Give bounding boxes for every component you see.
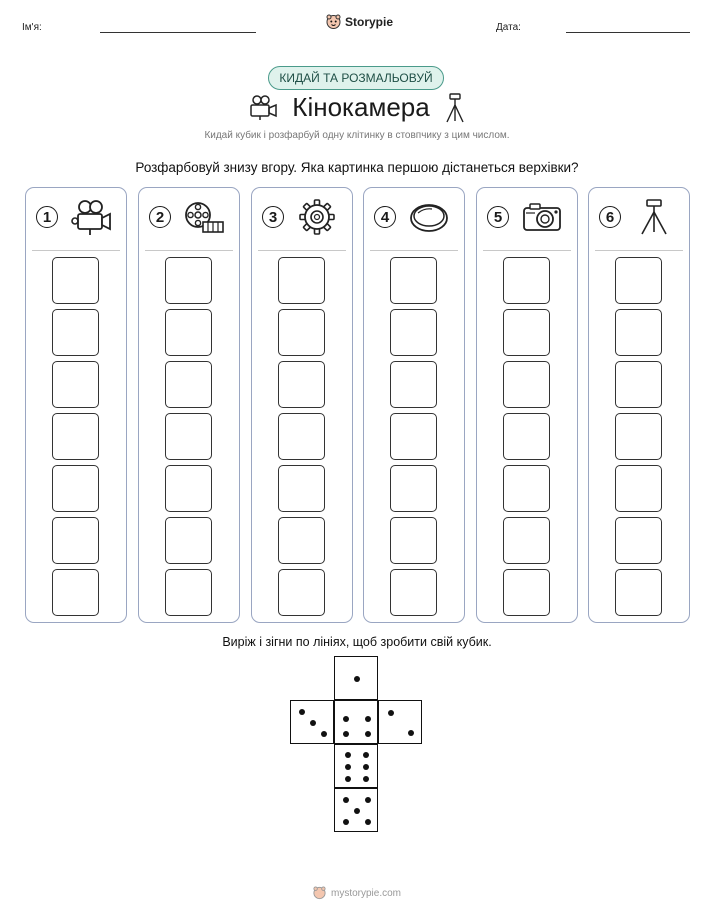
column-header xyxy=(26,202,126,236)
die-pip xyxy=(343,716,349,722)
movie-camera-icon xyxy=(70,198,112,236)
column-5 xyxy=(476,187,578,623)
color-cell[interactable] xyxy=(165,257,212,304)
color-cell[interactable] xyxy=(390,517,437,564)
footer xyxy=(0,886,714,900)
column-3 xyxy=(251,187,353,623)
date-line[interactable] xyxy=(566,32,690,33)
die-pip xyxy=(310,720,316,726)
color-cell[interactable] xyxy=(165,413,212,460)
column-number: 1 xyxy=(36,206,58,228)
color-cell[interactable] xyxy=(52,361,99,408)
die-pip xyxy=(354,676,360,682)
die-pip xyxy=(343,731,349,737)
color-cell[interactable] xyxy=(390,465,437,512)
color-cell[interactable] xyxy=(52,569,99,616)
column-2 xyxy=(138,187,240,623)
color-cell[interactable] xyxy=(503,465,550,512)
lens-cap-icon xyxy=(408,198,450,236)
die-pip xyxy=(365,731,371,737)
photo-camera-icon xyxy=(521,198,563,236)
color-cell[interactable] xyxy=(390,413,437,460)
color-cell[interactable] xyxy=(615,309,662,356)
column-header xyxy=(252,202,352,236)
die-pip xyxy=(365,797,371,803)
column-divider xyxy=(483,250,571,251)
page-title: Кінокамера xyxy=(292,92,430,122)
color-cell[interactable] xyxy=(615,361,662,408)
color-cell[interactable] xyxy=(52,309,99,356)
column-divider xyxy=(145,250,233,251)
die-pip xyxy=(365,819,371,825)
color-cell[interactable] xyxy=(278,517,325,564)
color-cell[interactable] xyxy=(390,309,437,356)
color-cell[interactable] xyxy=(278,465,325,512)
storypie-mascot-icon xyxy=(313,886,326,900)
color-cell[interactable] xyxy=(503,569,550,616)
column-divider xyxy=(258,250,346,251)
color-cell[interactable] xyxy=(165,361,212,408)
color-cell[interactable] xyxy=(503,257,550,304)
color-cell[interactable] xyxy=(615,413,662,460)
color-cell[interactable] xyxy=(52,413,99,460)
color-cell[interactable] xyxy=(165,517,212,564)
color-cell[interactable] xyxy=(390,569,437,616)
column-header xyxy=(139,202,239,236)
column-number: 6 xyxy=(599,206,621,228)
die-pip xyxy=(363,752,369,758)
activity-badge: КИДАЙ ТА РОЗМАЛЬОВУЙ xyxy=(268,66,444,90)
date-label: Дата: xyxy=(496,22,521,33)
die-pip xyxy=(299,709,305,715)
color-cell[interactable] xyxy=(165,309,212,356)
color-cell[interactable] xyxy=(390,257,437,304)
column-divider xyxy=(370,250,458,251)
color-cell[interactable] xyxy=(52,465,99,512)
color-cell[interactable] xyxy=(503,517,550,564)
storypie-mascot-icon xyxy=(326,14,341,30)
die-face-6 xyxy=(334,744,378,788)
color-cell[interactable] xyxy=(615,465,662,512)
column-6 xyxy=(588,187,690,623)
color-cell[interactable] xyxy=(52,517,99,564)
color-cell[interactable] xyxy=(503,413,550,460)
color-cell[interactable] xyxy=(503,361,550,408)
color-cell[interactable] xyxy=(278,257,325,304)
instruction: Розфарбовуй знизу вгору. Яка картинка першою дістанеться верхівки? xyxy=(135,160,579,175)
die-pip xyxy=(345,764,351,770)
die-face-5 xyxy=(334,788,378,832)
title-row xyxy=(0,92,714,123)
column-header xyxy=(364,202,464,236)
color-cell[interactable] xyxy=(615,257,662,304)
column-1 xyxy=(25,187,127,623)
column-number: 3 xyxy=(262,206,284,228)
color-cell[interactable] xyxy=(278,361,325,408)
tripod-icon xyxy=(633,198,675,236)
color-cell[interactable] xyxy=(278,569,325,616)
color-cell[interactable] xyxy=(390,361,437,408)
die-face-1 xyxy=(334,656,378,700)
column-divider xyxy=(595,250,683,251)
gear-icon xyxy=(296,198,338,236)
brand-logo xyxy=(326,14,393,30)
die-pip xyxy=(388,710,394,716)
movie-camera-icon xyxy=(248,95,278,121)
color-cell[interactable] xyxy=(52,257,99,304)
color-cell[interactable] xyxy=(278,413,325,460)
column-header xyxy=(477,202,577,236)
tripod-icon xyxy=(444,93,466,123)
column-header xyxy=(589,202,689,236)
film-reel-icon xyxy=(183,198,225,236)
color-cell[interactable] xyxy=(503,309,550,356)
color-cell[interactable] xyxy=(165,465,212,512)
die-pip xyxy=(363,764,369,770)
column-number: 4 xyxy=(374,206,396,228)
subtitle: Кидай кубик і розфарбуй одну клітинку в стовпчику з цим числом. xyxy=(204,130,510,141)
brand-name: Storypie xyxy=(345,15,394,29)
die-face-3 xyxy=(290,700,334,744)
name-label: Ім'я: xyxy=(22,22,42,33)
color-cell[interactable] xyxy=(615,517,662,564)
footer-url[interactable]: mystorypie.com xyxy=(330,887,401,899)
cut-instruction: Виріж і зігни по лініях, щоб зробити свій кубик. xyxy=(222,635,492,649)
die-pip xyxy=(321,731,327,737)
die-face-4 xyxy=(334,700,378,744)
die-pip xyxy=(363,776,369,782)
die-pip xyxy=(345,752,351,758)
die-face-2 xyxy=(378,700,422,744)
die-pip xyxy=(343,797,349,803)
die-pip xyxy=(365,716,371,722)
die-pip xyxy=(354,808,360,814)
color-cell[interactable] xyxy=(615,569,662,616)
die-pip xyxy=(345,776,351,782)
column-4 xyxy=(363,187,465,623)
column-number: 2 xyxy=(149,206,171,228)
column-divider xyxy=(32,250,120,251)
name-line[interactable] xyxy=(100,32,256,33)
die-pip xyxy=(408,730,414,736)
color-cell[interactable] xyxy=(165,569,212,616)
column-number: 5 xyxy=(487,206,509,228)
die-pip xyxy=(343,819,349,825)
color-cell[interactable] xyxy=(278,309,325,356)
